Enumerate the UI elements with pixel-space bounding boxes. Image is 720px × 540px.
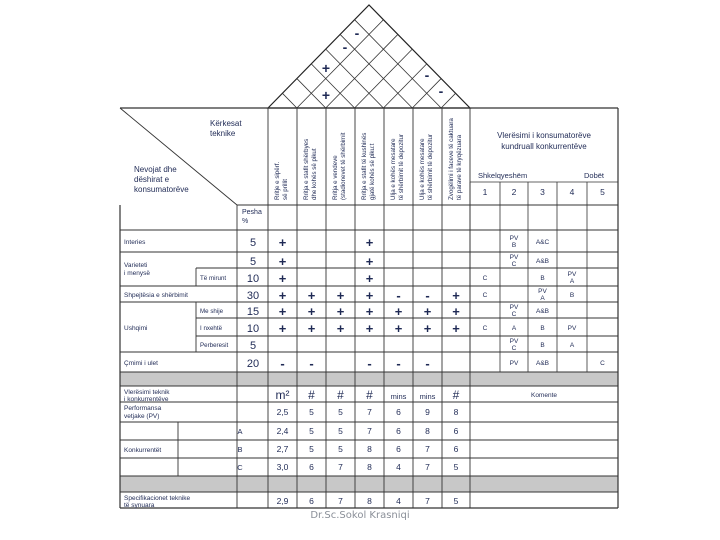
competitor-value: 7 — [425, 444, 430, 454]
roof-grid-line — [311, 64, 354, 108]
relationship-mark: - — [309, 356, 314, 371]
competitor-value: 7 — [338, 462, 343, 472]
assessment-rating: A — [540, 295, 545, 302]
spec-value: 5 — [453, 496, 459, 506]
competitor-value: 7 — [425, 462, 430, 472]
scale-tick-label: 3 — [540, 187, 545, 197]
assessment-rating: PV — [538, 288, 547, 295]
roof-correlation-mark: - — [354, 25, 360, 41]
scale-best-label: Dobët — [583, 171, 604, 180]
assessment-rating: C — [511, 345, 517, 352]
relationship-mark: - — [425, 356, 430, 371]
spec-value: 6 — [309, 496, 314, 506]
relationship-mark: + — [278, 271, 287, 286]
relationship-mark: - — [396, 356, 401, 371]
assessment-rating: PV — [567, 325, 577, 332]
competitor-name: B — [237, 445, 243, 454]
spec-value: 7 — [425, 496, 430, 506]
relationship-mark: + — [452, 321, 460, 336]
assessment-title: kundruall konkurrentëve — [501, 142, 587, 151]
competitor-value: 3,0 — [276, 462, 289, 472]
relationship-mark: + — [365, 321, 374, 336]
scale-tick-label: 1 — [482, 187, 488, 197]
competitor-value: 6 — [396, 426, 401, 436]
specs-label: të synuara — [124, 502, 155, 509]
unit-label: # — [452, 388, 460, 402]
competitor-value: 5 — [453, 462, 459, 472]
importance-weight: 5 — [249, 256, 257, 268]
competitor-value: 7 — [367, 426, 372, 436]
importance-label: Pesha — [242, 209, 262, 216]
customer-need-label: i menysë — [124, 270, 151, 277]
relationship-mark: + — [278, 304, 287, 319]
relationship-mark: - — [280, 356, 285, 371]
relationship-mark: - — [367, 356, 372, 371]
relationship-mark: + — [365, 271, 374, 286]
roof-correlation-mark: - — [342, 39, 348, 55]
unit-label: # — [308, 388, 315, 402]
assessment-rating: A&B — [535, 258, 550, 265]
customer-need-sublabel: Të mirunt — [200, 275, 227, 282]
performance-value: 2,5 — [276, 407, 289, 417]
assessment-rating: A&B — [535, 360, 550, 367]
assessment-rating: PV — [567, 271, 577, 278]
relationship-mark: + — [452, 304, 460, 319]
relationship-mark: + — [452, 288, 460, 303]
roof-grid-line — [383, 64, 426, 108]
relationship-mark: + — [307, 304, 316, 319]
tech-requirement-label: Rritja e stafit shërbyesdhe kohës së pikut — [303, 138, 318, 200]
roof-grid-line — [340, 34, 412, 108]
customer-need-sublabel: Me shije — [200, 308, 224, 315]
customer-need-label: Interies — [124, 239, 146, 246]
assessment-rating: PV — [509, 338, 519, 345]
relationship-mark: + — [278, 288, 287, 303]
competitor-name: C — [237, 463, 243, 472]
assessment-rating: C — [482, 292, 488, 299]
relationship-mark: - — [425, 288, 430, 303]
scale-worst-label: Shkelqyeshëm — [478, 171, 528, 180]
assessment-rating: PV — [509, 304, 519, 311]
assessment-rating: C — [600, 360, 605, 367]
competitor-value: 6 — [396, 444, 401, 454]
customer-need-label: Varieteti — [124, 262, 148, 269]
competitor-value: 5 — [338, 426, 343, 436]
relationship-mark: + — [423, 304, 432, 319]
relationship-mark: + — [336, 304, 345, 319]
relationship-mark: + — [307, 321, 316, 336]
unit-label: # — [366, 388, 373, 402]
scale-tick-label: 5 — [600, 187, 605, 197]
competitor-value: 5 — [338, 444, 343, 454]
tech-requirement-label: Rritja e vendeve(stadionevet të shërbimit — [332, 132, 347, 200]
competitor-value: 2,4 — [276, 426, 289, 436]
scale-tick-label: 4 — [569, 187, 575, 197]
importance-label: % — [242, 218, 249, 225]
assessment-rating: B — [540, 275, 545, 282]
relationship-mark: + — [336, 288, 345, 303]
importance-weight: 30 — [246, 290, 260, 302]
unit-label: m² — [275, 388, 290, 402]
roof-grid-line — [282, 93, 296, 108]
tech-requirement-label: Rritja e stafit të kushinësgjatë kohës së piku:t — [361, 132, 376, 200]
assessment-rating: A&B — [535, 308, 550, 315]
competitor-value: 5 — [309, 426, 314, 436]
customer-need-label: Shpejtësia e shërbimit — [124, 292, 188, 299]
spec-value: 7 — [338, 496, 343, 506]
relationship-mark: + — [365, 304, 374, 319]
customer-need-label: Çmimi i ulet — [124, 360, 158, 367]
tech-requirements-title: Kërkesat — [210, 119, 242, 128]
performance-label: Performansa — [124, 405, 162, 412]
relationship-mark: + — [307, 288, 316, 303]
roof-correlation-mark: + — [321, 60, 331, 76]
tech-requirement-label: Zvogëlimi i faceve të caktuaratë parave të kryqëzuara — [448, 118, 463, 200]
importance-weight: 5 — [249, 237, 257, 249]
assessment-title: Vlerësimi i konsumatorëve — [497, 131, 591, 140]
competitor-value: 4 — [396, 462, 401, 472]
unit-label: mins — [390, 392, 407, 401]
competitors-label: Konkurrentët — [124, 447, 162, 454]
performance-value: 6 — [396, 407, 401, 417]
relationship-mark: + — [365, 288, 374, 303]
competitor-value: 8 — [367, 444, 372, 454]
unit-label: mins — [419, 392, 436, 401]
assessment-rating: A — [511, 325, 517, 332]
roof-grid-line — [326, 34, 398, 108]
competitor-value: 8 — [425, 426, 430, 436]
performance-value: 7 — [367, 407, 372, 417]
tech-requirements-title: teknike — [210, 129, 236, 138]
performance-label: vetjake (PV) — [124, 413, 160, 420]
importance-weight: 5 — [249, 340, 257, 352]
competitor-value: 8 — [367, 462, 372, 472]
customer-needs-title: konsumatorëve — [134, 185, 189, 194]
spec-value: 8 — [367, 496, 372, 506]
importance-weight: 20 — [246, 358, 260, 370]
performance-value: 5 — [309, 407, 314, 417]
customer-needs-title: dëshirat e — [134, 175, 170, 184]
assessment-rating: C — [511, 311, 517, 318]
assessment-rating: PV — [509, 360, 519, 367]
assessment-rating: C — [482, 275, 488, 282]
roof-correlation-mark: - — [438, 83, 444, 99]
spec-value: 2,9 — [276, 496, 289, 506]
relationship-mark: + — [365, 254, 374, 269]
customer-need-label: Ushqimi — [124, 325, 148, 332]
comment-label: Komente — [530, 392, 558, 399]
assessment-rating: C — [511, 261, 517, 268]
importance-weight: 15 — [246, 306, 260, 318]
assessment-rating: C — [482, 325, 488, 332]
relationship-mark: - — [396, 288, 401, 303]
assessment-rating: A — [569, 278, 575, 285]
tech-requirement-label: Ulja e kohës mesataretë shërbimit të depozitur — [390, 133, 405, 200]
assessment-rating: B — [540, 325, 545, 332]
author-credit: Dr.Sc.Sokol Krasniqi — [310, 510, 410, 521]
performance-value: 8 — [453, 407, 459, 417]
relationship-mark: + — [394, 304, 403, 319]
relationship-mark: + — [365, 235, 374, 250]
spec-value: 4 — [396, 496, 401, 506]
assessment-rating: B — [511, 242, 517, 249]
performance-value: 9 — [425, 407, 430, 417]
tech-assessment-label: Vlerësimi teknik — [124, 389, 170, 396]
unit-label: # — [337, 388, 344, 402]
performance-value: 5 — [338, 407, 343, 417]
importance-weight: 10 — [246, 273, 260, 285]
relationship-mark: + — [394, 321, 403, 336]
customer-need-sublabel: I nxehtë — [200, 325, 223, 332]
competitor-name: A — [237, 427, 243, 436]
scale-tick-label: 2 — [511, 187, 517, 197]
competitor-value: 6 — [453, 444, 459, 454]
relationship-mark: + — [336, 321, 345, 336]
tech-requirement-label: Ulja e kohës mesataretë shërbimit të depozitur — [419, 133, 434, 200]
relationship-mark: + — [278, 235, 287, 250]
assessment-rating: A&C — [535, 239, 550, 246]
grey-band — [120, 476, 618, 492]
tech-assessment-label: i konkurrentëve — [124, 396, 169, 403]
assessment-rating: PV — [509, 235, 519, 242]
importance-weight: 10 — [246, 323, 260, 335]
competitor-value: 2,7 — [276, 444, 289, 454]
customer-needs-title: Nevojat dhe — [134, 165, 177, 174]
assessment-rating: PV — [509, 254, 519, 261]
competitor-value: 6 — [309, 462, 314, 472]
competitor-value: 5 — [309, 444, 314, 454]
tech-requirement-label: Rritje e sipërf.së prillit — [274, 161, 289, 200]
roof-correlation-mark: + — [321, 87, 331, 103]
roof-correlation-mark: - — [424, 67, 430, 83]
competitor-value: 6 — [453, 426, 459, 436]
assessment-rating: B — [540, 342, 545, 349]
assessment-rating: B — [569, 292, 575, 299]
relationship-mark: + — [278, 321, 287, 336]
specs-label: Specifikacionet teknike — [124, 495, 191, 502]
relationship-mark: + — [423, 321, 432, 336]
relationship-mark: + — [278, 254, 287, 269]
grey-band — [120, 372, 618, 386]
customer-need-sublabel: Perberesit — [200, 342, 229, 349]
assessment-rating: A — [569, 342, 575, 349]
